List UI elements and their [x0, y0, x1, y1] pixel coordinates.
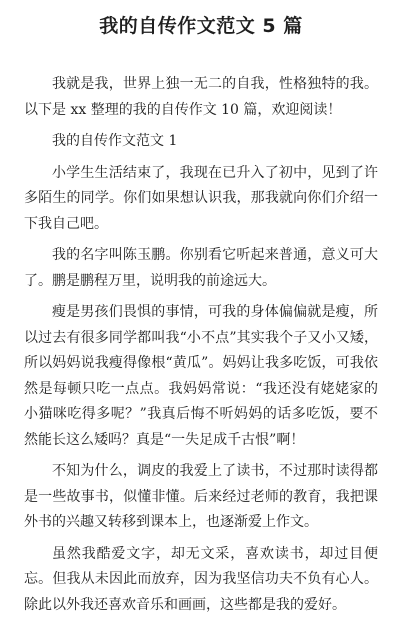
intro-paragraph: 我就是我，世界上独一无二的自我，性格独特的我。以下是 xx 整理的我的自传作文 10 篇，欢迎阅读！ — [24, 72, 378, 123]
paragraph: 不知为什么，调皮的我爱上了读书，不过那时读得都是一些故事书，似懂非懂。后来经过老师的教育，我把课外书的兴趣又转移到课本上，也逐渐爱上作文。 — [24, 459, 378, 536]
document-body — [24, 72, 378, 618]
section-heading: 我的自传作文范文 1 — [24, 129, 378, 155]
paragraph: 虽然我酷爱文字，却无文采，喜欢读书，却过目便忘。但我从未因此而放弃，因为我坚信功夫不负有心人。除此以外我还喜欢音乐和画画，这些都是我的爱好。 — [24, 542, 378, 618]
paragraph: 小学生生活结束了，我现在已升入了初中，见到了许多陌生的同学。你们如果想认识我，那我就向你们介绍一下我自己吧。 — [24, 161, 378, 238]
paragraph: 我的名字叫陈玉鹏。你别看它听起来普通，意义可大了。鹏是鹏程万里，说明我的前途远大。 — [24, 243, 378, 294]
document-page — [0, 6, 400, 583]
document-title: 我的自传作文范文 5 篇 — [24, 6, 378, 46]
paragraph: 瘦是男孩们畏惧的事情，可我的身体偏偏就是瘦，所以过去有很多同学都叫我“小不点”其实我个子又小又矮，所以妈妈说我瘦得像根“黄瓜”。妈妈让我多吃饭，可我依然是每顿只吃一点点。我妈妈常说：“我还没有姥姥家的小猫咪吃得多呢？”我真后悔不听妈妈的话多吃饭，要不然能长这么矮吗？真是“一失足成千古恨”啊！ — [24, 300, 378, 453]
